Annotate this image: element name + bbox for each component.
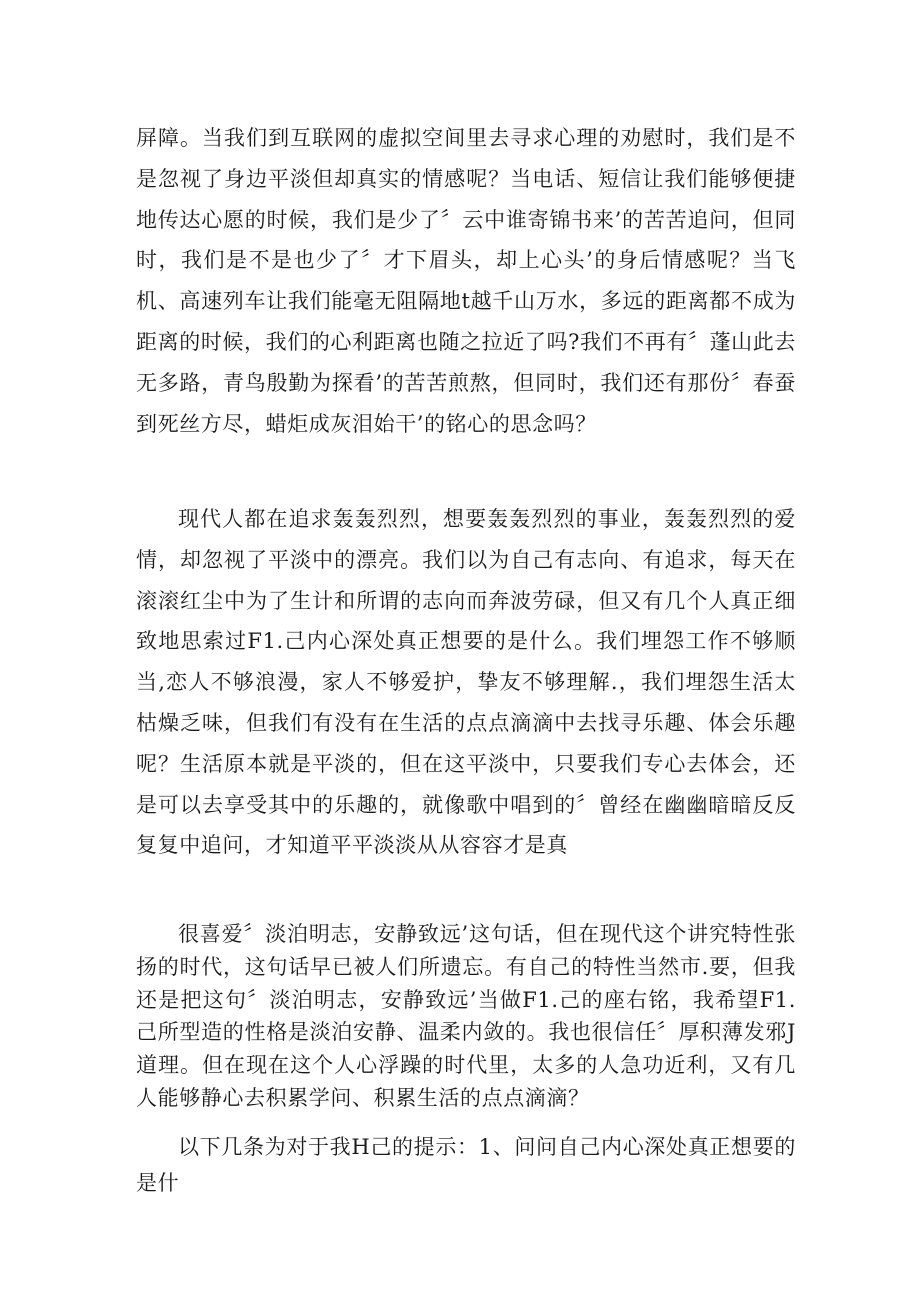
paragraph-2: 现代人都在追求轰轰烈烈，想要轰轰烈烈的事业，轰轰烈烈的爱情，却忽视了平淡中的漂亮。我们以为自己有志向、有追求，每天在滚滚红尘中为了生计和所谓的志向而奔波劳碌，但又有几个人真正细致地思索过F1.己内心深处真正想要的是什么。我们埋怨工作不够顺当,恋人不够浪漫，家人不够爱护，挚友不够理解.，我们埋怨生活太枯燥乏味，但我们有没有在生活的点点滴滴中去找寻乐趣、体会乐趣呢？生活原本就是平淡的，但在这平淡中，只要我们专心去体会，还是可以去享受其中的乐趣的，就像歌中唱到的〞曾经在幽幽暗暗反反复复中追问，才知道平平淡淡从从容容才是真 xyxy=(136,507,796,858)
paragraph-1: 屏障。当我们到互联网的虚拟空间里去寻求心理的劝慰时，我们是不是忽视了身边平淡但却真实的情感呢？当电话、短信让我们能够便捷地传达心愿的时候，我们是少了〞云中谁寄锦书来’的苦苦追问，但同时，我们是不是也少了〞才下眉头，却上心头’的身后情感呢？当飞机、高速列车让我们能毫无阻隔地t越千山万水，多远的距离都不成为距离的时候，我们的心利距离也随之拉近了吗?我们不再有〞蓬山此去无多路，青鸟殷勤为探看’的苦苦煎熬，但同时，我们还有那份〞春蚕到死丝方尽，蜡炬成灰泪始干’的铭心的思念吗？ xyxy=(136,126,796,436)
paragraph-4: 以下几条为对于我H己的提示：1、问问自己内心深处真正想要的是什 xyxy=(136,1135,796,1195)
paragraph-3: 很喜爱〞淡泊明志，安静致远’这句话，但在现代这个讲究特性张扬的时代，这句话早已被人们所遗忘。有自己的特性当然市.要，但我还是把这句〞淡泊明志，安静致远’当做F1.己的座右铭，我希望F1.己所型造的性格是淡泊安静、温柔内敛的。我也很信任〞厚积薄发邪J道理。但在现在这个人心浮躁的时代里，太多的人急功近利，又有几人能够静心去积累学问、积累生活的点点滴滴？ xyxy=(136,922,796,1110)
